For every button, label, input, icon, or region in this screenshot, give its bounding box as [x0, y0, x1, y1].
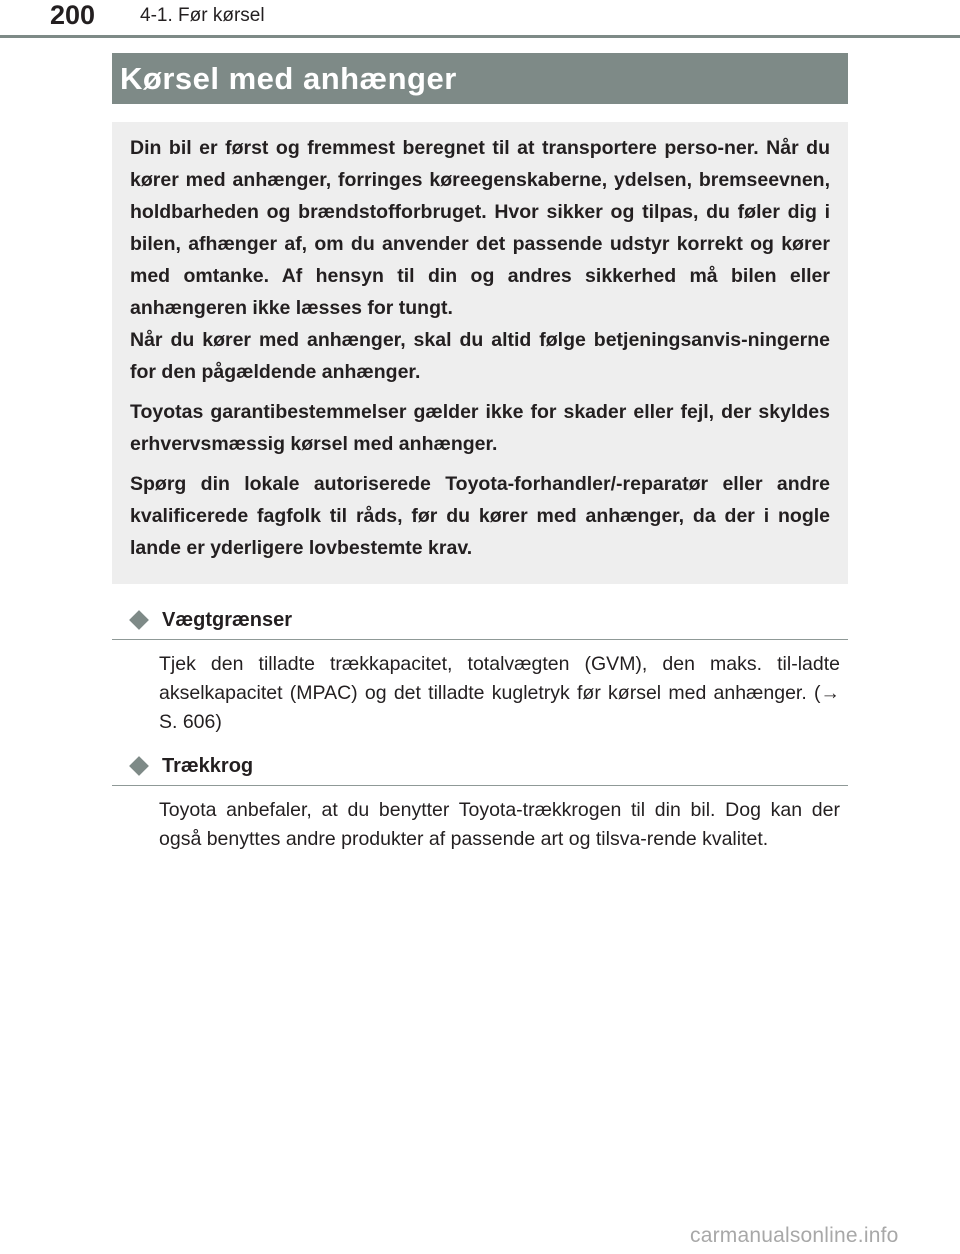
- intro-paragraph-1: Din bil er først og fremmest beregnet til at transportere perso-ner. Når du kører med anhænger, forringes køreegenskaberne, ydelsen, bremseevnen, holdbarheden og brændstofforbruget. Hvor sikker og tilpas, du føler dig i bilen, afhænger af, om du anvender det passende udstyr korrekt og kører med omtanke. Af hensyn til din og andres sikkerhed må bilen eller anhængeren ikke læsses for tungt.: [130, 137, 830, 319]
- watermark-logo: carmanualsonline.info: [690, 1224, 899, 1247]
- page-title: Kørsel med anhænger: [112, 53, 848, 104]
- section-body-text: Tjek den tilladte trækkapacitet, totalvægten (GVM), den maks. til-ladte akselkapacitet (MPAC) og det tilladte kugletryk før kørsel med anhænger. (: [159, 653, 840, 704]
- intro-paragraph-3: Toyotas garantibestemmelser gælder ikke for skader eller fejl, der skyldes erhvervsmæssig kørsel med anhænger.: [130, 401, 830, 455]
- section-body: Toyota anbefaler, at du benytter Toyota-trækkrogen til din bil. Dog kan der også benyttes andre produkter af passende art og tilsva-rende kvalitet.: [159, 799, 840, 850]
- section-title: Trækkrog: [162, 755, 254, 777]
- header-divider: [0, 35, 960, 38]
- intro-box: [112, 122, 848, 584]
- arrow-right-icon: →: [820, 682, 840, 704]
- diamond-bullet-icon: [129, 756, 149, 776]
- breadcrumb: 4-1. Før kørsel: [140, 5, 265, 26]
- page-reference-link[interactable]: S. 606): [159, 711, 222, 733]
- section-tow-hitch: [112, 750, 848, 854]
- section-title: Vægtgrænser: [162, 609, 293, 631]
- section-heading: [112, 750, 848, 786]
- page-number: 200: [50, 0, 96, 30]
- intro-paragraph-2: Når du kører med anhænger, skal du altid følge betjeningsanvis-ningerne for den pågældende anhænger.: [130, 329, 830, 383]
- section-weight-limits: [112, 604, 848, 737]
- section-heading: [112, 604, 848, 640]
- diamond-bullet-icon: [129, 610, 149, 630]
- section-body: [159, 650, 840, 737]
- intro-paragraph-4: Spørg din lokale autoriserede Toyota-forhandler/-reparatør eller andre kvalificerede fagfolk til råds, før du kører med anhænger, da der i nogle lande er yderligere lovbestemte krav.: [130, 473, 830, 559]
